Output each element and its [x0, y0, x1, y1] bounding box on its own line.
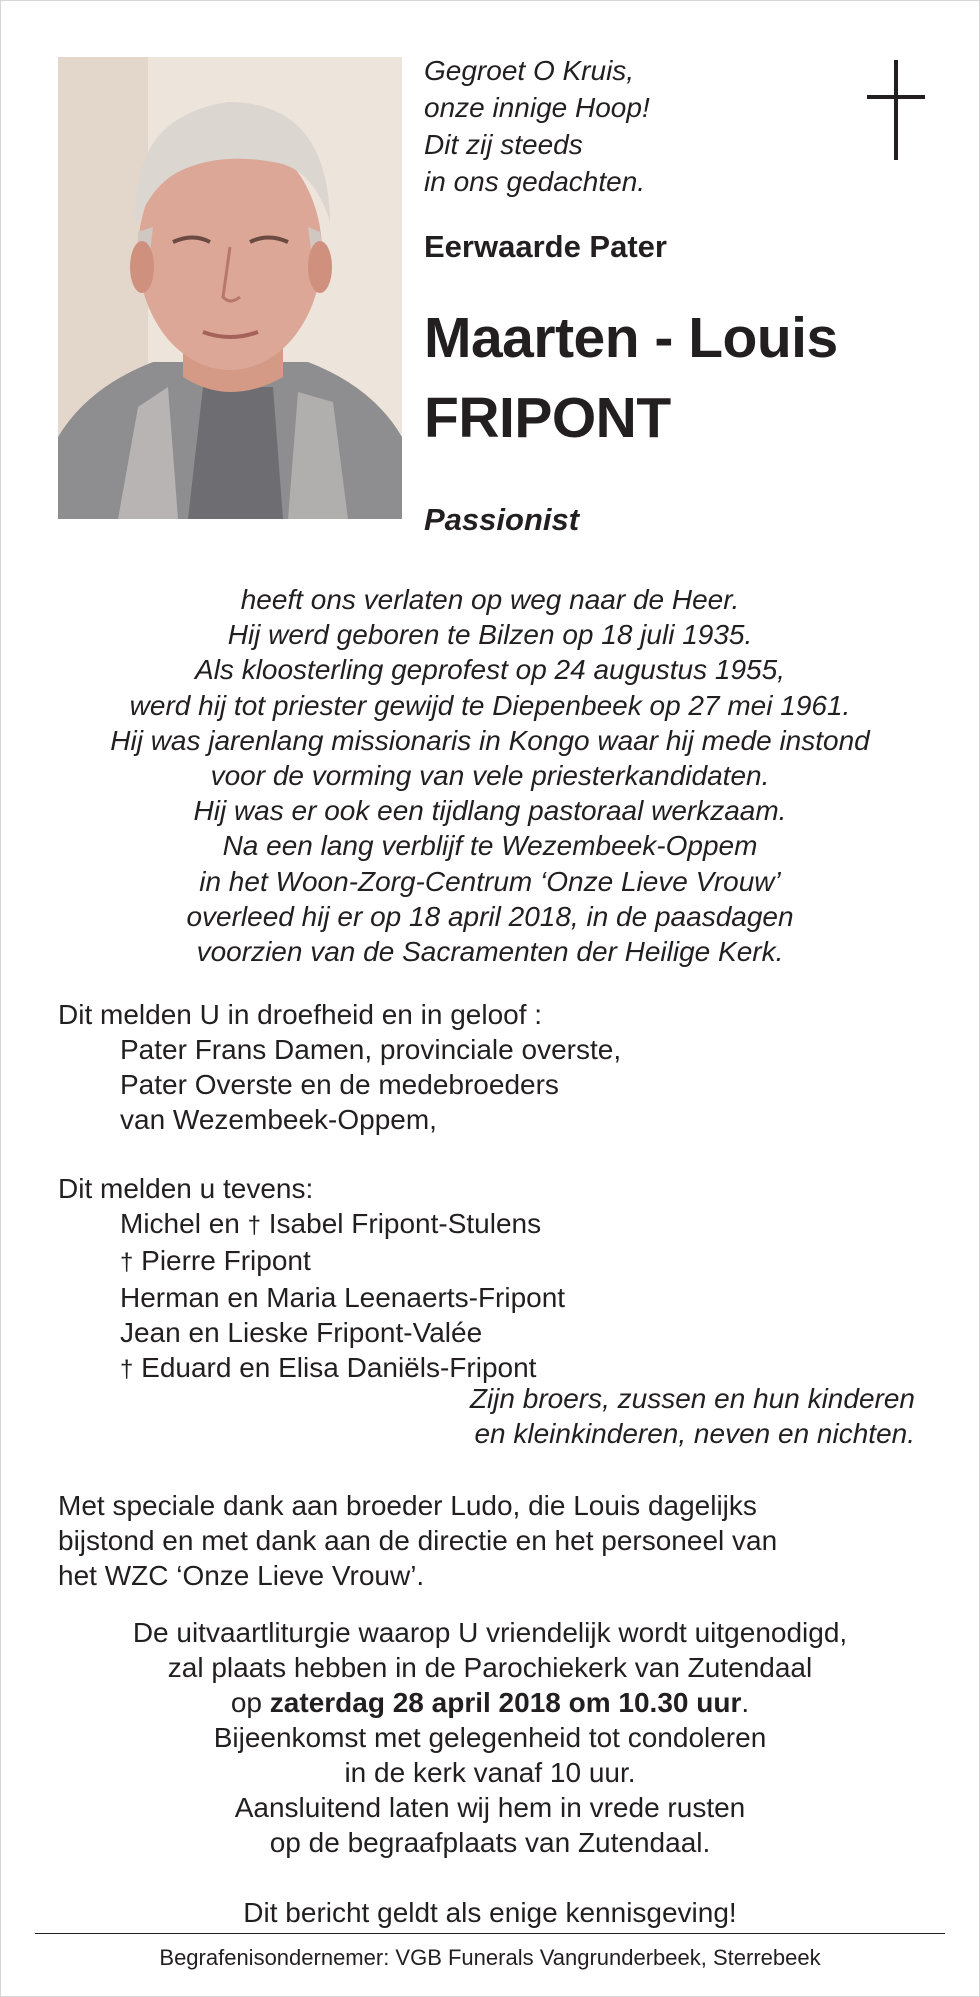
funeral-line: zal plaats hebben in de Parochiekerk van Zutendaal: [167, 1652, 813, 1683]
funeral-date-line: op zaterdag 28 april 2018 om 10.30 uur.: [230, 1687, 750, 1718]
biography: [40, 582, 940, 969]
bio-line: in het Woon-Zorg-Centrum ‘Onze Lieve Vrouw’: [199, 865, 781, 897]
bio-line: voor de vorming van vele priesterkandidaten.: [210, 760, 770, 792]
prayer-verse: [424, 52, 650, 200]
honorific-title: Eerwaarde Pater: [424, 229, 667, 264]
family-line: † Pierre Fripont: [120, 1245, 311, 1276]
verse-line: Dit zij steeds: [424, 129, 583, 160]
verse-line: Gegroet O Kruis,: [424, 55, 635, 86]
notice-text: Dit bericht geldt als enige kennisgeving!: [243, 1897, 737, 1928]
family-line: Michel en † Isabel Fripont-Stulens: [120, 1208, 542, 1239]
announcement-clergy: [58, 997, 621, 1137]
relation-line: en kleinkinderen, neven en nichten.: [474, 1418, 915, 1449]
bio-line: overleed hij er op 18 april 2018, in de paasdagen: [186, 900, 794, 932]
religious-order: Passionist: [424, 502, 580, 537]
announcer-line: Pater Frans Damen, provinciale overste,: [120, 1034, 622, 1065]
family-line: Herman en Maria Leenaerts-Fripont: [120, 1282, 566, 1313]
announcer-line: van Wezembeek-Oppem,: [120, 1104, 437, 1135]
deceased-surname: FRIPONT: [424, 386, 671, 450]
thanks-line: het WZC ‘Onze Lieve Vrouw’.: [58, 1560, 425, 1591]
funeral-details: [40, 1615, 940, 1860]
dagger-icon: †: [120, 1356, 134, 1383]
announcement-intro: Dit melden U in droefheid en in geloof :: [58, 999, 543, 1030]
deceased-first-name: Maarten - Louis: [424, 306, 838, 370]
funeral-line: op de begraafplaats van Zutendaal.: [269, 1827, 711, 1858]
funeral-line: Bijeenkomst met gelegenheid tot condoleren: [213, 1722, 767, 1753]
announcement-family: [58, 1171, 565, 1387]
bio-line: werd hij tot priester gewijd te Diepenbeek op 27 mei 1961.: [129, 689, 851, 721]
family-line: † Eduard en Elisa Daniëls-Fripont: [120, 1352, 537, 1383]
bio-line: heeft ons verlaten op weg naar de Heer.: [240, 584, 740, 615]
family-line: Jean en Lieske Fripont-Valée: [120, 1317, 483, 1348]
bio-line: Als kloosterling geprofest op 24 augustus 1955,: [195, 654, 785, 686]
announcement-intro: Dit melden u tevens:: [58, 1173, 314, 1204]
bio-line: Na een lang verblijf te Wezembeek-Oppem: [222, 830, 758, 862]
announcer-line: Pater Overste en de medebroeders: [120, 1069, 559, 1100]
bio-line: voorzien van de Sacramenten der Heilige Kerk.: [196, 936, 784, 968]
thanks-note: [58, 1488, 777, 1593]
bio-line: Hij was jarenlang missionaris in Kongo waar hij mede instond: [110, 724, 870, 756]
verse-line: onze innige Hoop!: [424, 92, 650, 123]
cross-icon: [867, 60, 925, 160]
funeral-line: De uitvaartliturgie waarop U vriendelijk wordt uitgenodigd,: [132, 1617, 848, 1648]
thanks-line: Met speciale dank aan broeder Ludo, die Louis dagelijks: [58, 1490, 757, 1521]
relation-line: Zijn broers, zussen en hun kinderen: [469, 1383, 915, 1414]
bio-line: Hij werd geboren te Bilzen op 18 juli 1935.: [227, 619, 753, 651]
undertaker-footer: Begrafenisondernemer: VGB Funerals Vangrunderbeek, Sterrebeek: [159, 1945, 821, 1970]
dagger-icon: †: [120, 1249, 134, 1276]
funeral-line: Aansluitend laten wij hem in vrede rusten: [234, 1792, 746, 1823]
bio-line: Hij was er ook een tijdlang pastoraal werkzaam.: [193, 795, 787, 827]
portrait-photo: [58, 57, 402, 519]
dagger-icon: †: [247, 1212, 261, 1239]
funeral-line: in de kerk vanaf 10 uur.: [344, 1757, 636, 1788]
thanks-line: bijstond en met dank aan de directie en het personeel van: [58, 1525, 778, 1556]
family-relation: [470, 1381, 915, 1451]
verse-line: in ons gedachten.: [424, 166, 646, 197]
footer-divider: [35, 1933, 945, 1934]
funeral-date: zaterdag 28 april 2018 om 10.30 uur: [269, 1687, 742, 1718]
